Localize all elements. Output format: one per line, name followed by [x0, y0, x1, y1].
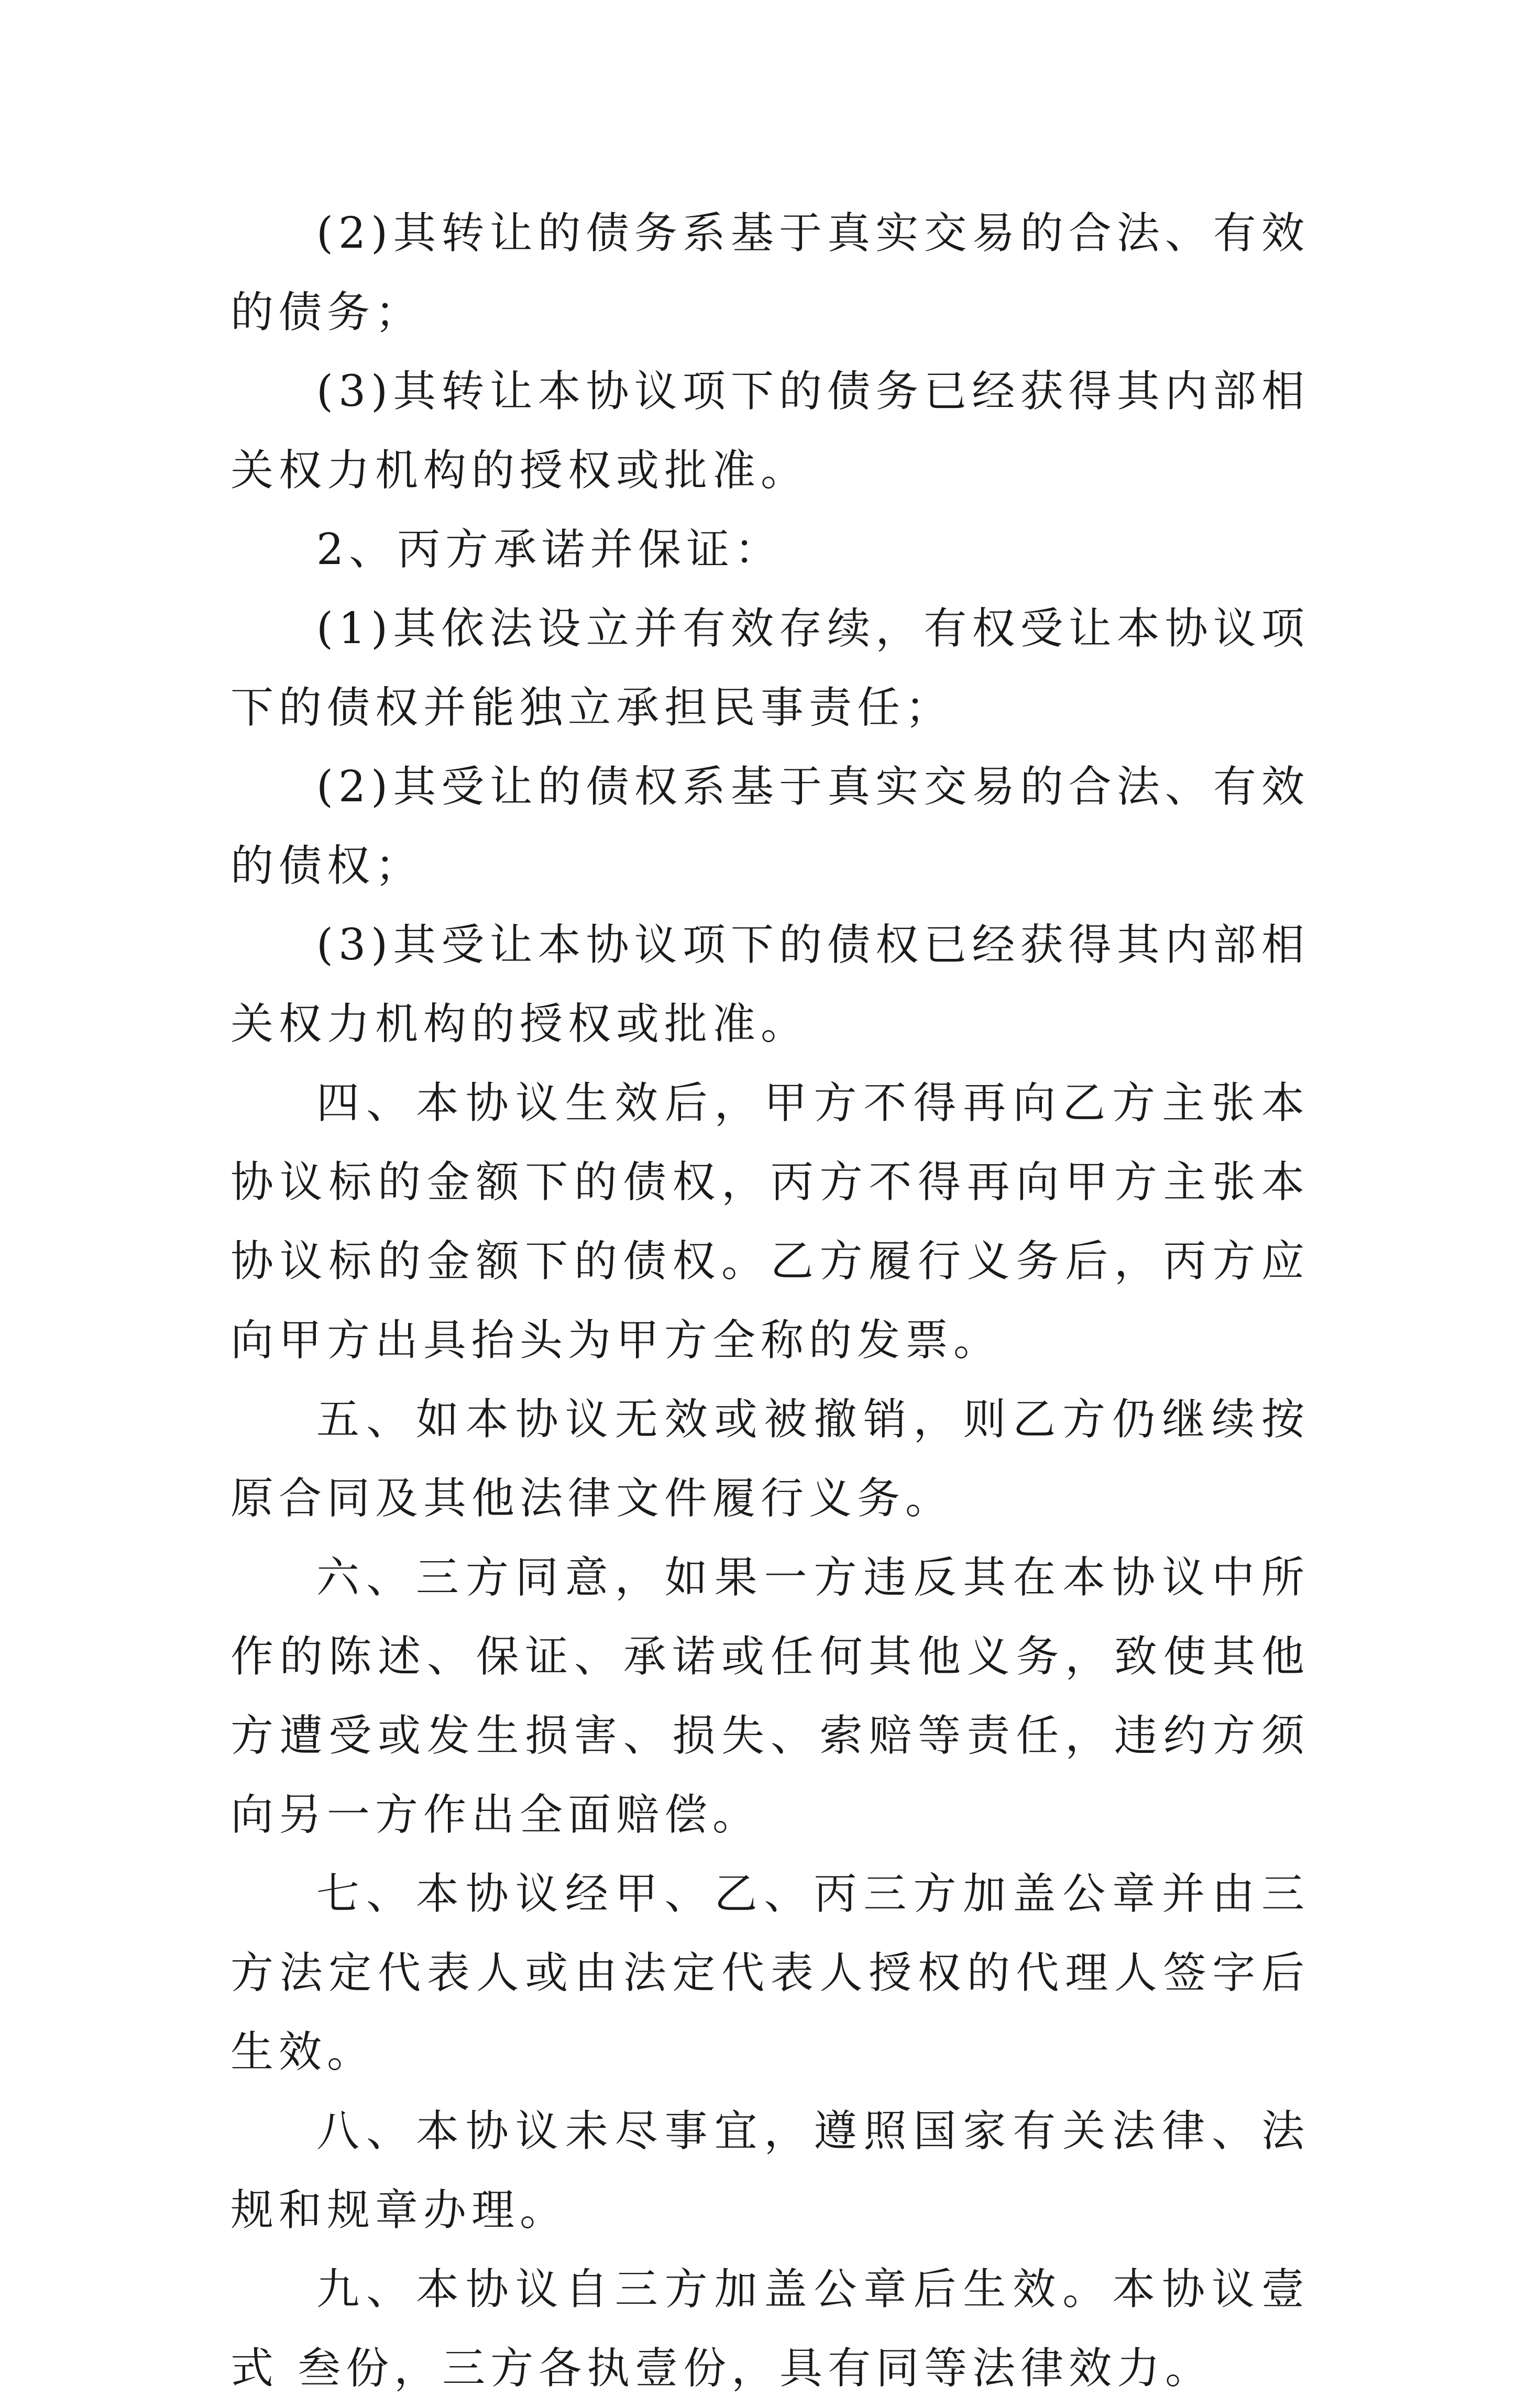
paragraph-clause-9: 九、本协议自三方加盖公章后生效。本协议壹式 叁份，三方各执壹份，具有同等法律效力。	[230, 2265, 1310, 2393]
paragraph-claim-genuine: (2)其受让的债权系基于真实交易的合法、有效的债权；	[230, 762, 1310, 891]
document-body	[230, 194, 1310, 2408]
paragraph-party-c-warranties-heading: 2、丙方承诺并保证：	[316, 525, 783, 575]
paragraph-clause-8: 八、本协议未尽事宜，遵照国家有关法律、法规和规章办理。	[230, 2106, 1310, 2235]
paragraph-claim-authorized: (3)其受让本协议项下的债权已经获得其内部相关权力机构的授权或批准。	[230, 920, 1310, 1049]
paragraph-debt-transfer-authorized: (3)其转让本协议项下的债务已经获得其内部相关权力机构的授权或批准。	[230, 367, 1310, 495]
paragraph-clause-5: 五、如本协议无效或被撤销，则乙方仍继续按原合同及其他法律文件履行义务。	[230, 1395, 1310, 1523]
paragraph-debt-transfer-genuine: (2)其转让的债务系基于真实交易的合法、有效的债务；	[230, 208, 1310, 337]
paragraph-clause-4: 四、本协议生效后，甲方不得再向乙方主张本协议标的金额下的债权，丙方不得再向甲方主张本协议标的金额下的债权。乙方履行义务后，丙方应向甲方出具抬头为甲方全称的发票。	[230, 1078, 1310, 1365]
paragraph-clause-6: 六、三方同意，如果一方违反其在本协议中所作的陈述、保证、承诺或任何其他义务，致使其他方遭受或发生损害、损失、索赔等责任，违约方须向另一方作出全面赔偿。	[230, 1553, 1310, 1840]
paragraph-party-c-lawfully-established: (1)其依法设立并有效存续，有权受让本协议项下的债权并能独立承担民事责任；	[230, 604, 1310, 733]
paragraph-clause-7: 七、本协议经甲、乙、丙三方加盖公章并由三方法定代表人或由法定代表人授权的代理人签字后生效。	[230, 1869, 1310, 2077]
